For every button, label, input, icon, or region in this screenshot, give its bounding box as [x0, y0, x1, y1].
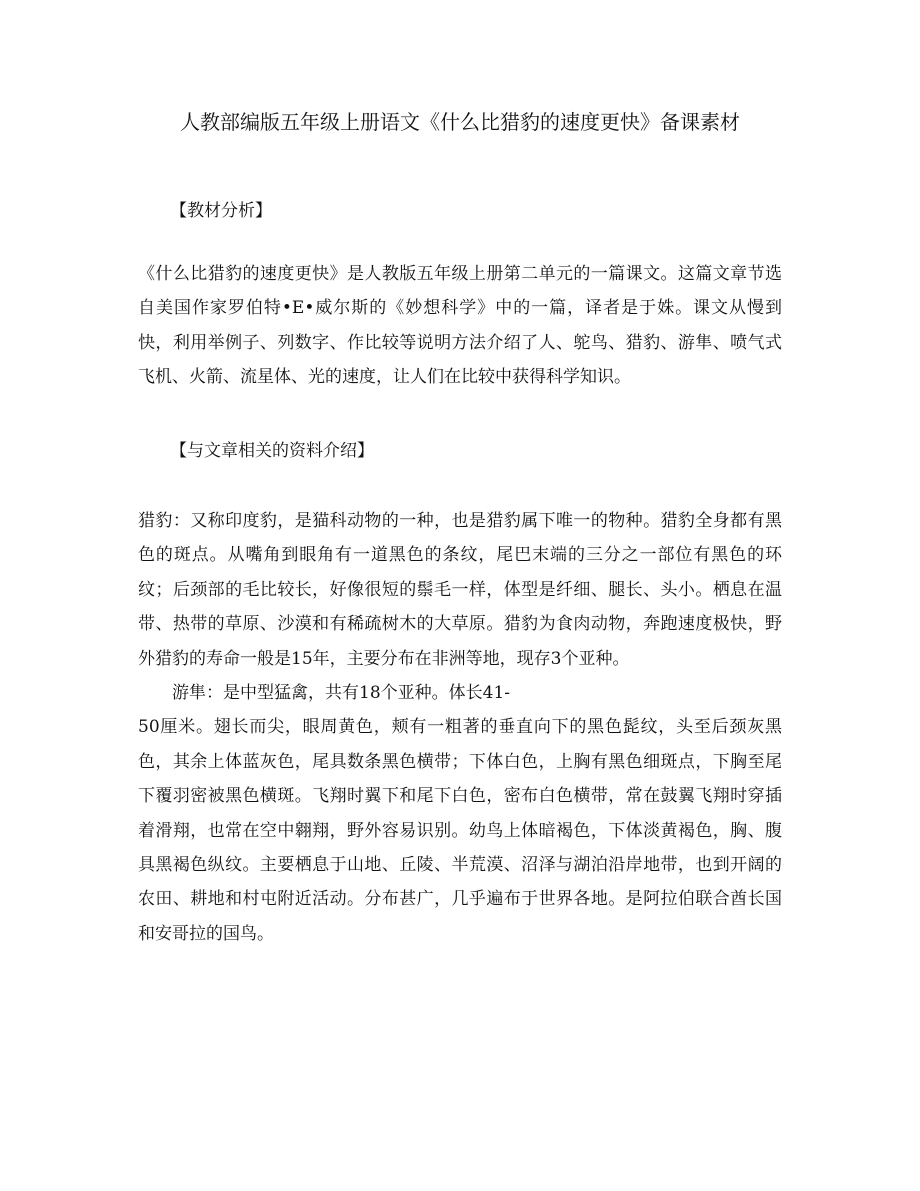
cheetah-paragraph: 猎豹：又称印度豹，是猫科动物的一种，也是猎豹属下唯一的物种。猎豹全身都有黑色的斑点。从嘴角到眼角有一道黑色的条纹，尾巴末端的三分之一部位有黑色的环纹；后颈部的毛比较长，好像很短的鬃毛一样，体型是纤细、腿长、头小。栖息在温带、热带的草原、沙漠和有稀疏树木的大草原。猎豹为食肉动物，奔跑速度极快，野外猎豹的寿命一般是15年，主要分布在非洲等地，现存3个亚种。: [138, 511, 782, 669]
section-heading-related-materials: 【与文章相关的资料介绍】: [170, 441, 374, 461]
falcon-paragraph: [138, 676, 782, 951]
textbook-analysis-paragraph: 《什么比猎豹的速度更快》是人教版五年级上册第二单元的一篇课文。这篇文章节选自美国作家罗伯特•E•威尔斯的《妙想科学》中的一篇，译者是于姝。课文从慢到快，利用举例子、列数字、作比较等说明方法介绍了人、鸵鸟、猎豹、游隼、喷气式飞机、火箭、流星体、光的速度，让人们在比较中获得科学知识。: [138, 264, 782, 388]
document-title: 人教部编版五年级上册语文《什么比猎豹的速度更快》备课素材: [180, 110, 740, 134]
section-heading-textbook-analysis: 【教材分析】: [170, 201, 272, 221]
falcon-first-line: 游隼：是中型猛禽，共有18个亚种。体长41-: [172, 683, 511, 703]
falcon-body-text: 50厘米。翅长而尖，眼周黄色，颊有一粗著的垂直向下的黑色髭纹，头至后颈灰黑色，其余上体蓝灰色，尾具数条黑色横带；下体白色，上胸有黑色细斑点，下胸至尾下覆羽密被黑色横斑。飞翔时翼下和尾下白色，密布白色横带，常在鼓翼飞翔时穿插着滑翔，也常在空中翱翔，野外容易识别。幼鸟上体暗褐色，下体淡黄褐色，胸、腹具黑褐色纵纹。主要栖息于山地、丘陵、半荒漠、沼泽与湖泊沿岸地带，也到开阔的农田、耕地和村屯附近活动。分布甚广，几乎遍布于世界各地。是阿拉伯联合酋长国和安哥拉的国鸟。: [138, 717, 782, 944]
